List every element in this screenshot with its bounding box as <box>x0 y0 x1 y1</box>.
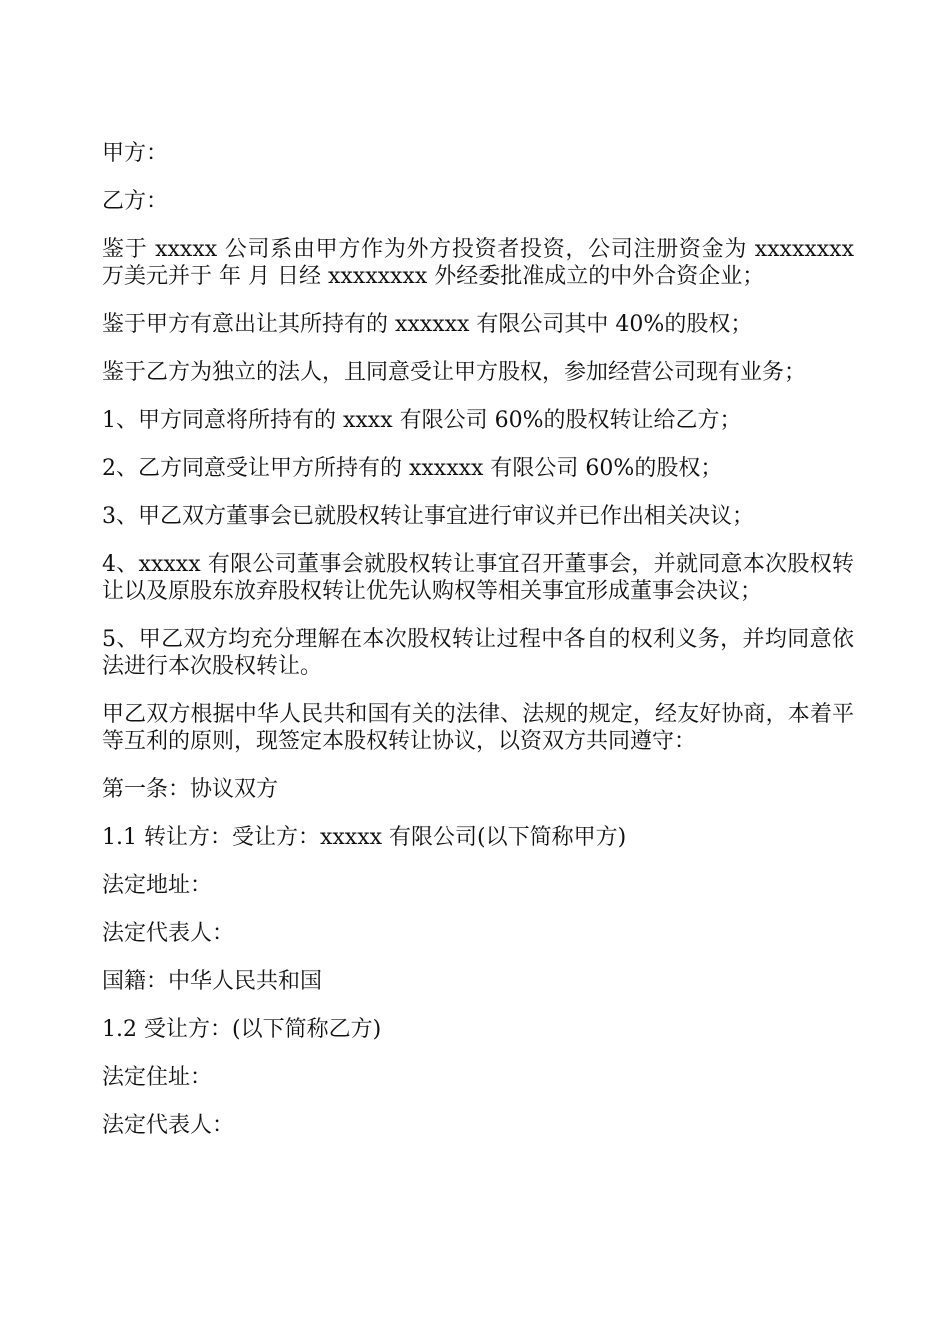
party-b-legal-representative: 法定代表人： <box>102 1113 235 1138</box>
section-1-2: 1.2 受让方：(以下简称乙方) <box>102 1017 382 1042</box>
clause-item-3: 3、甲乙双方董事会已就股权转让事宜进行审议并已作出相关决议； <box>102 504 754 529</box>
party-b-legal-address: 法定住址： <box>102 1065 213 1090</box>
party-b-label: 乙方： <box>102 189 169 214</box>
clause-item-4: 4、xxxxx 有限公司董事会就股权转让事宜召开董事会，并就同意本次股权转让以及原股东放弃股权转让优先认购权等相关事宜形成董事会决议； <box>102 552 854 604</box>
party-a-legal-representative: 法定代表人： <box>102 921 235 946</box>
recital-company-background: 鉴于 xxxxx 公司系由甲方作为外方投资者投资，公司注册资金为 xxxxxxxx 万美元并于 年 月 日经 xxxxxxxx 外经委批准成立的中外合资企业； <box>102 237 854 289</box>
recital-transfer-intent: 鉴于甲方有意出让其所持有的 xxxxxx 有限公司其中 40%的股权； <box>102 312 753 337</box>
clause-item-5: 5、甲乙双方均充分理解在本次股权转让过程中各自的权利义务，并均同意依法进行本次股权转让。 <box>102 627 854 679</box>
party-a-nationality: 国籍：中华人民共和国 <box>102 969 323 994</box>
agreement-preamble: 甲乙双方根据中华人民共和国有关的法律、法规的规定，经友好协商，本着平等互利的原则，现签定本股权转让协议，以资双方共同遵守： <box>102 702 854 754</box>
clause-item-1: 1、甲方同意将所持有的 xxxx 有限公司 60%的股权转让给乙方； <box>102 408 742 433</box>
clause-item-2: 2、乙方同意受让甲方所持有的 xxxxxx 有限公司 60%的股权； <box>102 456 723 481</box>
section-1-1: 1.1 转让方：受让方：xxxxx 有限公司(以下简称甲方) <box>102 825 627 850</box>
recital-transferee-status: 鉴于乙方为独立的法人，且同意受让甲方股权，参加经营公司现有业务； <box>102 360 807 385</box>
party-a-label: 甲方： <box>102 141 169 166</box>
article-1-heading: 第一条：协议双方 <box>102 777 279 802</box>
party-a-legal-address: 法定地址： <box>102 873 213 898</box>
